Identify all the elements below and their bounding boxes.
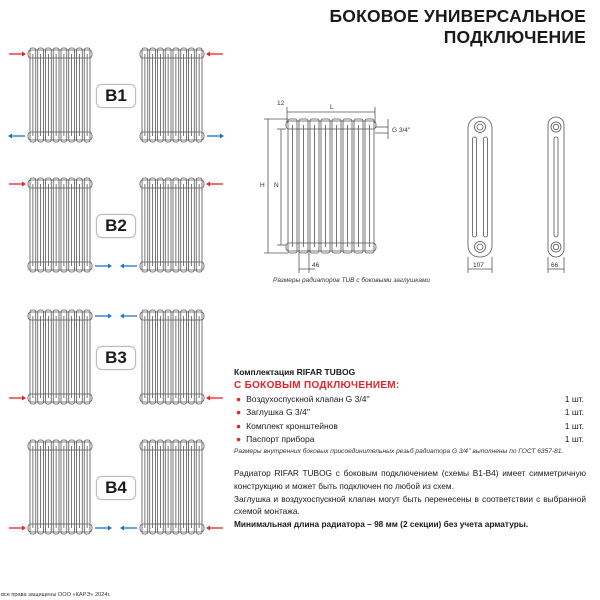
scheme-label-b2: B2 [96,214,136,238]
return-arrow-icon [120,526,137,531]
drawing-caption: Размеры радиаторов TUB с боковыми заглушками [273,277,431,284]
dim-46: 46 [312,262,320,269]
return-arrow-icon [8,134,25,139]
kit-item [236,420,584,433]
kit-item-qty: 1 шт. [564,407,584,418]
return-arrow-icon [95,264,112,269]
title-line-2: ПОДКЛЮЧЕНИЕ [443,27,586,47]
dimension-drawing [250,95,600,275]
kit-item-qty: 1 шт. [564,433,584,444]
radiator [140,440,204,534]
radiator [28,310,92,404]
radiator [28,178,92,272]
kit-item-qty: 1 шт. [564,394,584,404]
dim-107: 107 [473,262,484,269]
kit-item-qty: 1 шт. [564,420,584,431]
radiator [140,48,204,142]
return-arrow-icon [95,314,112,319]
supply-arrow-icon [206,182,223,187]
supply-arrow-icon [206,52,223,57]
description [234,467,586,531]
kit-note: Размеры внутренних боковых присоединительных резьб радиатора G 3/4'' выполнены по ГОСТ 6357-81. [234,448,564,456]
dim-12: 12 [277,100,285,107]
supply-arrow-icon [206,526,223,531]
supply-arrow-icon [9,52,26,57]
kit-item [236,393,584,406]
description-p3: Минимальная длина радиатора – 98 мм (2 секции) без учета арматуры. [234,519,529,530]
dim-H: H [260,182,265,189]
bullet-icon: ● [236,433,242,444]
supply-arrow-icon [9,182,26,187]
bullet-icon: ● [236,394,242,404]
kit-item-name: Комплект кронштейнов [246,420,338,431]
dim-66: 66 [551,262,559,269]
radiator [140,310,204,404]
title-line-1: БОКОВОЕ УНИВЕРСАЛЬНОЕ [329,6,586,26]
supply-arrow-icon [206,396,223,401]
copyright: все права защищены ООО «КАРЭ» 2024г. [1,592,111,598]
return-arrow-icon [207,134,224,139]
radiator [28,48,92,142]
kit-item-name: Паспорт прибора [246,433,315,444]
bullet-icon: ● [236,407,242,418]
kit-item [236,406,584,419]
kit-item-name: Воздухоспускной клапан G 3/4'' [246,394,370,404]
scheme-label-b4: B4 [96,476,136,500]
supply-arrow-icon [9,526,26,531]
return-arrow-icon [95,526,112,531]
return-arrow-icon [120,264,137,269]
return-arrow-icon [120,314,137,319]
dim-thread: G 3/4'' [392,127,411,134]
radiator [140,178,204,272]
radiator [28,440,92,534]
kit-item-name: Заглушка G 3/4'' [246,407,310,418]
description-p1: Радиатор RIFAR TUBOG с боковым подключением (схемы B1-B4) имеет симметричную конструкцию и может быть подключен по любой из схем. [234,468,586,491]
description-p2: Заглушка и воздухоспускной клапан могут быть перенесены в соответствии с выбранной схемой монтажа. [234,493,586,517]
kit-section [234,367,584,455]
dim-N: N [274,182,279,189]
kit-item [236,433,584,446]
scheme-label-b1: B1 [96,84,136,108]
page-title [329,6,586,48]
scheme-label-b3: B3 [96,346,136,370]
radiator [286,119,376,253]
kit-subheading: С БОКОВЫМ ПОДКЛЮЧЕНИЕМ: [234,380,400,391]
supply-arrow-icon [9,396,26,401]
dim-L: L [330,104,334,111]
bullet-icon: ● [236,420,242,431]
kit-heading: Комплектация RIFAR TUBOG [234,367,356,377]
